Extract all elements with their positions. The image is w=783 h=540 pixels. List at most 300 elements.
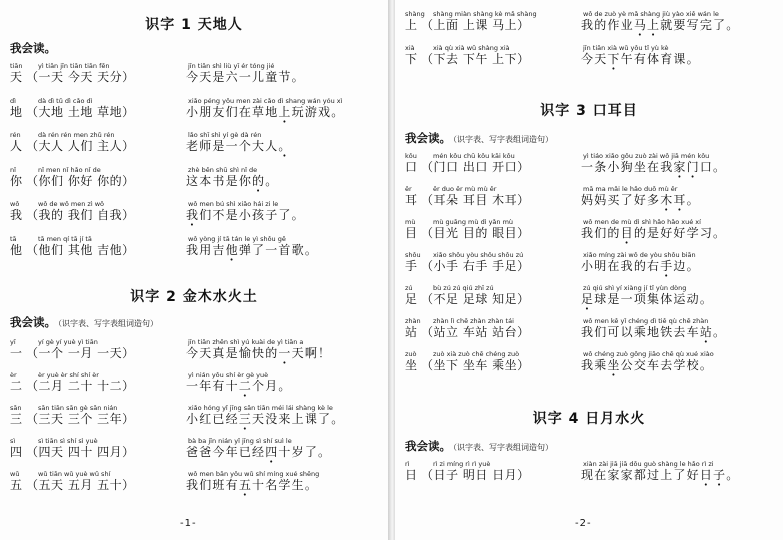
- sentence-char: 没: [265, 412, 279, 426]
- sentence-char: 买: [607, 193, 621, 207]
- sentence-char: 去: [660, 358, 674, 372]
- sentence-char: 爸: [186, 445, 200, 459]
- sentence-char: 坐: [633, 160, 648, 174]
- sentence-pinyin: xiǎo hóng yǐ jīng sān tiān méi lái shàng kè le: [188, 404, 333, 412]
- sentence-char: 项: [633, 292, 648, 306]
- sentence-char: 爸: [199, 445, 213, 459]
- sentence-char: 子: [265, 208, 279, 222]
- sentence-char: 坐: [607, 358, 621, 372]
- character-pinyin: zú: [405, 284, 413, 292]
- character-row: [8, 131, 378, 153]
- sentence-char: 一: [186, 379, 200, 393]
- sentence-char: 用: [199, 242, 213, 257]
- sentence-char: 我: [581, 18, 595, 32]
- sentence-char: 个: [252, 379, 266, 393]
- sentence-char: 明: [594, 259, 608, 273]
- words: （他们 其他 吉他）: [26, 242, 135, 257]
- sentence-char: 是: [647, 226, 661, 240]
- sentence-char: 天: [252, 412, 266, 426]
- sentence-char: 十: [252, 478, 266, 492]
- sentence: [581, 325, 726, 339]
- sentence-char: 。: [265, 173, 279, 188]
- page-right: [395, 0, 783, 540]
- sentence-char: 午: [620, 52, 634, 66]
- sentence-char: 狗: [620, 160, 634, 174]
- sentence-char: 啊: [304, 346, 319, 360]
- words: （站立 车站 站台）: [421, 325, 530, 339]
- sentence-char: 。: [726, 18, 740, 32]
- sentence-char: 天: [594, 52, 608, 66]
- character-row: [403, 152, 773, 174]
- instruction-text: 我会读。: [10, 315, 56, 329]
- instruction-heading: [10, 314, 158, 330]
- sentence-pinyin: wǒ yòng jí tā tán le yì shǒu gē: [188, 234, 286, 243]
- sentence-char: 上: [647, 18, 661, 32]
- character-pinyin: yī: [10, 338, 16, 346]
- character: 足: [405, 292, 418, 306]
- sentence-char: 一: [581, 160, 595, 174]
- sentence-char: 了: [673, 468, 687, 482]
- sentence-char: 地: [647, 325, 661, 339]
- words-pinyin: ěr duo ěr mù mù ěr: [433, 185, 497, 193]
- sentence-char: 子: [713, 468, 727, 482]
- words: （一个 一月 一天）: [26, 346, 135, 360]
- sentence-char: 可: [607, 325, 621, 339]
- sentence-char: 愉: [238, 346, 253, 360]
- sentence-pinyin: xiàn zài jiā jiā dōu guò shàng le hǎo rì zi: [583, 460, 714, 468]
- sentence-char: 了: [278, 208, 292, 222]
- sentence-char: 。: [686, 193, 700, 207]
- sentence-pinyin: yì tiáo xiǎo gǒu zuò zài wǒ jiā mén kǒu: [583, 152, 710, 160]
- sentence-char: 年: [199, 379, 213, 393]
- instruction-heading: [405, 130, 553, 146]
- character-pinyin: mù: [405, 218, 416, 226]
- sentence-char: 我: [186, 208, 200, 222]
- words-pinyin: nǐ men nǐ hǎo nǐ de: [38, 165, 101, 174]
- sentence-char: 已: [212, 412, 226, 426]
- sentence-char: 十: [225, 379, 239, 393]
- sentence-char: 马: [633, 18, 648, 32]
- character: 日: [405, 468, 418, 482]
- words: （小手 右手 手足）: [421, 259, 530, 273]
- sentence-char: 来: [278, 412, 292, 426]
- sentence-char: 是: [212, 139, 226, 153]
- words: （不足 足球 知足）: [421, 292, 530, 306]
- sentence-char: 一: [620, 292, 634, 306]
- words: （耳朵 耳目 木耳）: [421, 193, 530, 207]
- sentence-char: 书: [212, 173, 226, 188]
- sentence-char: 。: [713, 226, 727, 240]
- words-pinyin: dà dì tǔ dì cǎo dì: [38, 96, 93, 105]
- sentence-char: 写: [686, 18, 700, 32]
- sentence-char: 。: [699, 358, 714, 372]
- sentence: [581, 259, 700, 273]
- sentence: [581, 52, 700, 66]
- sentence-pinyin: xiǎo péng yǒu men zài cǎo dì shang wán yóu xì: [188, 96, 343, 105]
- character-row: [8, 437, 378, 459]
- sentence-char: 。: [726, 468, 740, 482]
- sentence-char: 儿: [252, 70, 266, 84]
- sentence-char: 一: [225, 139, 239, 153]
- sentence-char: 五: [238, 478, 253, 492]
- sentence-char: 了: [713, 18, 727, 32]
- sentence-char: 交: [633, 358, 648, 372]
- sentence-char: 歌: [291, 242, 305, 257]
- sentence-char: 动: [686, 292, 700, 306]
- sentence-char: 的: [633, 226, 648, 240]
- sentence-char: 我: [660, 160, 674, 174]
- words: （上面 上课 马上）: [421, 18, 530, 32]
- sentence-char: 经: [252, 445, 266, 459]
- instruction-text: 我会读。: [405, 439, 451, 453]
- sentence-char: 今: [212, 445, 226, 459]
- sentence-char: 以: [620, 325, 634, 339]
- sentence: [581, 292, 713, 306]
- character: 手: [405, 259, 418, 273]
- sentence-char: 。: [713, 160, 727, 174]
- sentence-pinyin: lǎo shī shì yí gè dà rén: [188, 131, 262, 139]
- character-pinyin: xià: [405, 44, 415, 52]
- sentence-char: 红: [199, 412, 213, 426]
- sentence-pinyin: xiǎo míng zài wǒ de yòu shǒu biān: [583, 251, 696, 259]
- sentence: [186, 70, 305, 84]
- sentence-pinyin: bà ba jīn nián yǐ jīng sì shí suì le: [188, 437, 292, 445]
- character: 坐: [405, 358, 418, 372]
- sentence-pinyin: mā ma mǎi le hǎo duō mù ěr: [583, 185, 678, 193]
- sentence-char: 弹: [238, 242, 253, 257]
- sentence-pinyin: zhè běn shū shì nǐ de: [188, 165, 258, 174]
- words: （日子 明日 日月）: [421, 468, 530, 482]
- sentence-char: 我: [186, 478, 200, 492]
- character-pinyin: zuò: [405, 350, 417, 358]
- sentence-char: 育: [660, 52, 674, 66]
- character-row: [403, 350, 773, 372]
- sentence-char: 地: [265, 104, 279, 119]
- character-row: [403, 185, 773, 207]
- character: 地: [10, 104, 23, 119]
- sentence-char: 。: [291, 70, 305, 84]
- character-pinyin: èr: [10, 371, 17, 379]
- sentence-char: 我: [581, 226, 595, 240]
- sentence-char: 班: [212, 478, 226, 492]
- sentence-char: 小: [581, 259, 595, 273]
- sentence-char: 了: [304, 445, 319, 459]
- page-fold: [388, 0, 395, 540]
- sentence-char: 多: [647, 193, 661, 207]
- sentence-char: 体: [647, 52, 661, 66]
- sentence-char: 是: [607, 292, 621, 306]
- sentence-pinyin: zú qiú shì yí xiàng jí tǐ yùn dòng: [583, 284, 687, 292]
- sentence: [186, 412, 344, 426]
- sentence-char: 运: [673, 292, 687, 306]
- sentence-char: 。: [304, 478, 319, 492]
- sentence-char: 们: [594, 226, 608, 240]
- sentence-char: 业: [620, 18, 634, 32]
- character-row: [403, 44, 773, 66]
- sentence-char: 今: [581, 52, 595, 66]
- sentence-char: 草: [252, 104, 266, 119]
- sentence-char: 现: [581, 468, 595, 482]
- words: （二月 二十 十二）: [26, 379, 135, 393]
- instruction-heading: [10, 40, 58, 56]
- sentence-char: 孩: [252, 208, 266, 222]
- sentence-char: 家: [673, 160, 687, 174]
- sentence-char: 上: [291, 412, 305, 426]
- sentence-char: 。: [686, 259, 700, 273]
- character-pinyin: sì: [10, 437, 16, 445]
- sentence-char: 了: [318, 412, 332, 426]
- sentence-pinyin: yì nián yǒu shí èr gè yuè: [188, 371, 269, 379]
- character: 我: [10, 208, 23, 222]
- words-pinyin: shàng miàn shàng kè mǎ shàng: [433, 10, 537, 18]
- words: （五天 五月 五十）: [26, 478, 135, 492]
- character: 口: [405, 160, 418, 174]
- words-pinyin: zuò xià zuò chē chéng zuò: [433, 350, 520, 358]
- sentence-char: 手: [660, 259, 674, 273]
- sentence-char: 完: [699, 18, 714, 32]
- sentence-char: 在: [607, 259, 621, 273]
- sentence-char: 首: [278, 242, 292, 257]
- sentence-char: 就: [660, 18, 674, 32]
- sentence-char: 岁: [291, 445, 305, 459]
- sentence-pinyin: wǒ men bú shì xiǎo hái zi le: [188, 200, 279, 208]
- character: 三: [10, 412, 23, 426]
- character-row: [403, 317, 773, 339]
- sentence-char: 小: [238, 208, 253, 222]
- sentence-char: 日: [699, 468, 714, 482]
- character-row: [8, 62, 378, 84]
- character-row: [8, 338, 378, 360]
- sentence-char: 天: [291, 346, 305, 360]
- words-pinyin: tā men qí tā jí tā: [38, 234, 92, 243]
- sentence-char: 门: [686, 160, 700, 174]
- sentence-char: 目: [620, 226, 634, 240]
- character-row: [8, 97, 378, 119]
- words: （坐下 坐车 乘坐）: [421, 358, 530, 372]
- sentence-char: 师: [199, 139, 213, 153]
- sentence-char: 月: [265, 379, 279, 393]
- character-pinyin: rì: [405, 460, 410, 468]
- words-pinyin: mén kǒu chū kǒu kāi kǒu: [433, 152, 515, 160]
- sentence-char: 小: [186, 104, 200, 119]
- character: 二: [10, 379, 23, 393]
- sentence-char: 四: [265, 445, 279, 459]
- sentence-char: 好: [686, 468, 700, 482]
- sentence-char: 六: [225, 70, 239, 84]
- sentence-char: 的: [594, 18, 608, 32]
- sentence-char: 要: [673, 18, 687, 32]
- instruction-note: （识字表、写字表组词造句）: [453, 135, 553, 144]
- sentence-char: 。: [686, 52, 700, 66]
- sentence: [581, 226, 726, 240]
- sentence-char: 。 •: [278, 139, 291, 153]
- sentence-char: 好: [633, 193, 648, 207]
- sentence-char: 了: [252, 242, 266, 257]
- sentence-char: 我: [581, 325, 595, 339]
- sentence-pinyin: wǒ men de mù dì shì hǎo hǎo xué xí: [583, 218, 701, 226]
- sentence-char: 学: [673, 358, 687, 372]
- sentence-char: 老: [186, 139, 200, 153]
- words-pinyin: xiǎo shǒu yòu shǒu shǒu zú: [433, 251, 524, 259]
- words: （四天 四十 四月）: [26, 445, 135, 459]
- sentence-char: 铁: [660, 325, 674, 339]
- words-pinyin: yí gè yí yuè yì tiān: [38, 338, 98, 346]
- character-row: [403, 251, 773, 273]
- sentence-char: 上: [278, 104, 292, 119]
- words: （目光 目的 眼目）: [421, 226, 530, 240]
- character: 你: [10, 173, 23, 188]
- sentence-char: 球: [594, 292, 608, 306]
- character-pinyin: kǒu: [405, 152, 417, 160]
- instruction-heading: [405, 438, 553, 454]
- sentence-char: 友: [212, 104, 226, 119]
- sentence-char: 是: [225, 208, 239, 222]
- sentence: [186, 243, 318, 257]
- sentence-char: 小: [607, 160, 621, 174]
- words: （大地 土地 草地）: [26, 104, 135, 119]
- sentence-char: 妈: [594, 193, 608, 207]
- sentence-char: 二: [238, 379, 253, 393]
- sentence-char: 课: [673, 52, 687, 66]
- sentence: [186, 139, 292, 153]
- sentence-char: 。: [713, 325, 727, 339]
- character-pinyin: rén: [10, 131, 21, 139]
- character-pinyin: shǒu: [405, 251, 421, 259]
- sentence-char: 妈: [581, 193, 595, 207]
- sentence-char: 车: [647, 358, 661, 372]
- sentence-char: 本: [199, 173, 213, 188]
- sentence-pinyin: jīn tiān xià wǔ yǒu tǐ yù kè: [583, 44, 669, 52]
- sentence-char: 们: [199, 478, 213, 492]
- sentence: [581, 18, 739, 32]
- sentence-char: 是: [212, 70, 226, 84]
- sentence-char: 们: [199, 208, 213, 222]
- sentence-char: 今: [186, 70, 200, 84]
- sentence-char: ！: [318, 346, 332, 360]
- sentence-char: 朋: [199, 104, 213, 119]
- character-row: [8, 470, 378, 492]
- sentence-char: 口: [699, 160, 714, 174]
- character-pinyin: ěr: [405, 185, 412, 193]
- sentence-pinyin: wǒ men kě yǐ chéng dì tiě qù chē zhàn: [583, 317, 709, 325]
- character-pinyin: tā: [10, 234, 17, 243]
- sentence-char: 游: [304, 104, 319, 119]
- sentence-char: 好: [660, 226, 674, 240]
- sentence-char: 。: [331, 104, 345, 119]
- sentence-char: 天: [199, 346, 213, 360]
- sentence: [186, 208, 305, 222]
- sentence-char: 习: [699, 226, 714, 240]
- sentence-char: 车: [686, 325, 700, 339]
- sentence-char: 有: [633, 52, 648, 66]
- character: 天: [10, 70, 23, 84]
- words: （下去 下午 上下）: [421, 52, 530, 66]
- sentence-char: 生: [291, 478, 305, 492]
- sentence-char: 过: [647, 468, 661, 482]
- character: 上: [405, 18, 418, 32]
- sentence-char: 好: [673, 226, 687, 240]
- sentence-char: 。: [318, 445, 332, 459]
- character: 四: [10, 445, 23, 459]
- character: 站: [405, 325, 418, 339]
- sentence-char: 下: [607, 52, 621, 66]
- sentence-char: 个: [238, 139, 253, 153]
- sentence-pinyin: jīn tiān shì liù yī ér tóng jié: [188, 62, 275, 70]
- sentence: [186, 105, 344, 119]
- sentence-char: 有: [212, 379, 226, 393]
- character: 五: [10, 478, 23, 492]
- character: 目: [405, 226, 418, 240]
- character-pinyin: dì: [10, 96, 16, 105]
- character-pinyin: shàng: [405, 10, 425, 18]
- sentence-char: 。: [278, 379, 292, 393]
- sentence-char: 快: [252, 346, 266, 360]
- sentence-char: 们: [225, 104, 239, 119]
- character: 他: [10, 242, 23, 257]
- sentence: [186, 379, 292, 393]
- words-pinyin: wǒ de wǒ men zì wǒ: [38, 200, 105, 208]
- words: （一天 今天 天分）: [26, 70, 135, 84]
- instruction-text: 我会读。: [10, 41, 56, 55]
- sentence-char: 乘: [633, 325, 648, 339]
- words: （大人 人们 主人）: [26, 139, 135, 153]
- sentence-pinyin: wǒ chéng zuò gōng jiāo chē qù xué xiào: [583, 350, 714, 358]
- sentence-char: 集: [647, 292, 661, 306]
- sentence-pinyin: wǒ men bān yǒu wǔ shí míng xué shēng: [188, 470, 320, 478]
- sentence-char: 天: [199, 70, 213, 84]
- sentence-char: 学: [686, 226, 700, 240]
- sentence-char: 家: [607, 468, 621, 482]
- sentence-char: 课: [304, 412, 319, 426]
- sentence-char: 。: [331, 412, 345, 426]
- character-pinyin: sān: [10, 404, 22, 412]
- sentence-char: 大: [252, 139, 266, 153]
- sentence-char: 戏: [318, 104, 332, 119]
- sentence: [581, 193, 700, 207]
- sentence-char: 的: [633, 259, 648, 273]
- sentence-char: 十: [278, 445, 292, 459]
- sentence-char: 是: [225, 346, 239, 360]
- character: 一: [10, 346, 23, 360]
- sentence-char: 在: [647, 160, 661, 174]
- character-row: [403, 218, 773, 240]
- character-pinyin: nǐ: [10, 165, 16, 174]
- sentence: [186, 174, 278, 188]
- sentence-char: 校: [686, 358, 700, 372]
- sentence-char: 一: [265, 242, 279, 257]
- sentence-char: 边: [673, 259, 687, 273]
- sentence-char: 我: [581, 358, 595, 372]
- section-title: 识字 3 口耳目: [540, 103, 638, 119]
- character-row: [403, 284, 773, 306]
- sentence-char: 耳: [673, 193, 687, 207]
- sentence-char: 这: [186, 173, 200, 188]
- section-title: 识字 1 天地人: [145, 17, 243, 33]
- words: （门口 出口 开口）: [421, 160, 530, 174]
- sentence-char: 吉: [212, 242, 226, 257]
- page-number: -2-: [575, 518, 592, 529]
- character-row: [8, 200, 378, 222]
- words-pinyin: sān tiān sān gè sān nián: [38, 404, 118, 412]
- words-pinyin: wǔ tiān wǔ yuè wǔ shí: [38, 470, 111, 478]
- sentence-char: 乘: [594, 358, 608, 372]
- sentence-pinyin: jīn tiān zhēn shì yú kuài de yì tiān a: [188, 338, 304, 346]
- sentence-char: 条: [594, 160, 608, 174]
- character-pinyin: wǔ: [10, 470, 20, 478]
- page-number: -1-: [180, 518, 197, 529]
- character-pinyin: tiān: [10, 62, 23, 70]
- sentence-char: 一: [238, 70, 253, 84]
